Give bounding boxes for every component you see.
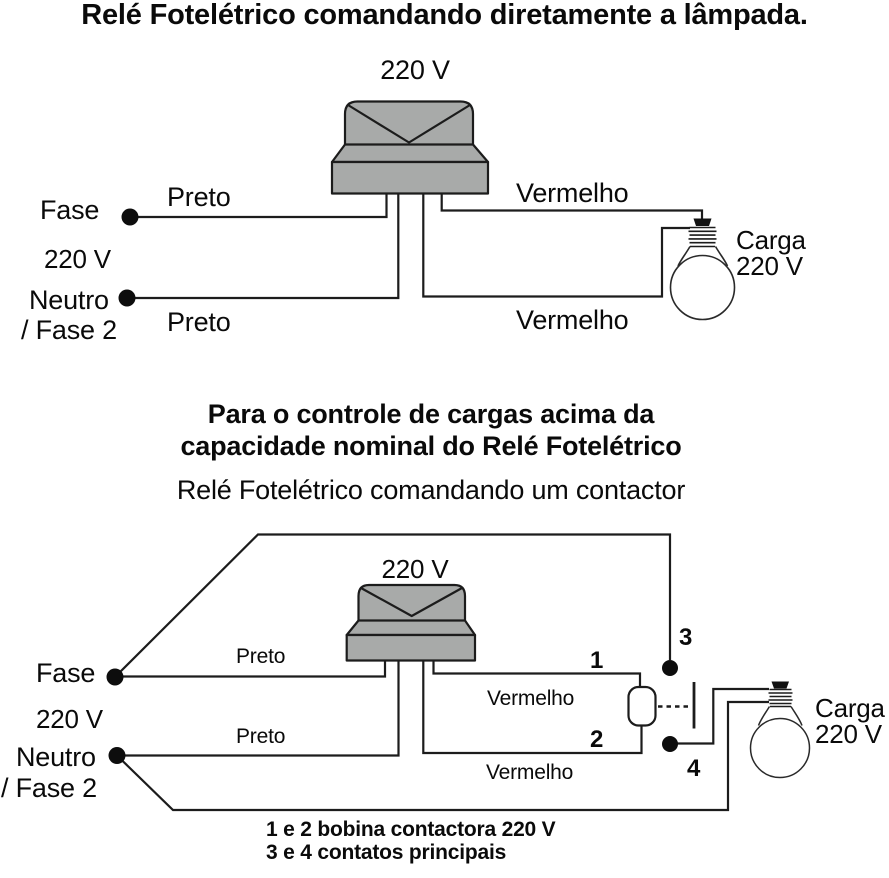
neutro-terminal-dot [109, 747, 126, 764]
fase2-label: / Fase 2 [1, 773, 97, 803]
source-voltage-label: 220 V [36, 704, 103, 734]
carga-label: Carga [736, 225, 806, 255]
note-main-contacts: 3 e 4 contatos principais [266, 841, 507, 864]
bulb-screw-threads [769, 690, 793, 707]
fase-label: Fase [40, 195, 100, 225]
bulb-cap [772, 682, 790, 689]
carga-label: Carga [815, 693, 885, 723]
top-lamp [671, 219, 735, 320]
terminal-4-label: 4 [687, 755, 701, 782]
contact-3-dot [662, 660, 678, 676]
fase-terminal-dot [122, 209, 139, 226]
bottom-photocell-relay [347, 585, 475, 661]
preto-wire-label: Preto [167, 182, 231, 212]
contactor-coil [629, 687, 656, 726]
preto-wire-label: Preto [167, 307, 231, 337]
fase-terminal-dot [107, 669, 124, 686]
contact-4-dot [662, 736, 678, 752]
carga-voltage-label: 220 V [736, 251, 803, 281]
vermelho-wire-label: Vermelho [486, 761, 574, 784]
top-diagram-title: Relé Fotelétrico comandando diretamente a lâmpada. [81, 0, 808, 31]
neutro-label: Neutro [16, 742, 96, 772]
source-voltage-label: 220 V [44, 244, 111, 274]
neutro-terminal-dot [119, 290, 136, 307]
wire-terminal1 [434, 661, 641, 687]
preto-wire-label: Preto [236, 645, 286, 668]
bottom-diagram-subtitle: Relé Fotelétrico comandando um contactor [176, 475, 686, 505]
terminal-3-label: 3 [679, 624, 693, 651]
wire-vermelho-bottom [423, 194, 690, 297]
bulb-glass [751, 719, 810, 778]
preto-wire-label: Preto [236, 725, 286, 748]
vermelho-wire-label: Vermelho [516, 178, 629, 208]
top-relay-voltage-label: 220 V [380, 55, 450, 85]
top-photocell-relay [332, 102, 488, 194]
terminal-2-label: 2 [590, 726, 604, 753]
bulb-cap [694, 219, 712, 227]
terminal-1-label: 1 [590, 647, 604, 674]
vermelho-wire-label: Vermelho [516, 305, 629, 335]
vermelho-wire-label: Vermelho [487, 687, 575, 710]
neutro-label: Neutro [29, 285, 109, 315]
bulb-glass [671, 256, 735, 320]
bottom-diagram-title-line1: Para o controle de cargas acima da [207, 399, 655, 429]
note-coil-terminals: 1 e 2 bobina contactora 220 V [266, 818, 556, 841]
fase2-label: / Fase 2 [21, 315, 117, 345]
bulb-screw-threads [689, 228, 717, 247]
carga-voltage-label: 220 V [815, 719, 882, 749]
bottom-lamp [751, 682, 810, 778]
bottom-diagram-title-line2: capacidade nominal do Relé Fotelétrico [180, 431, 682, 461]
fase-label: Fase [36, 658, 96, 688]
bottom-relay-voltage-label: 220 V [381, 554, 449, 584]
